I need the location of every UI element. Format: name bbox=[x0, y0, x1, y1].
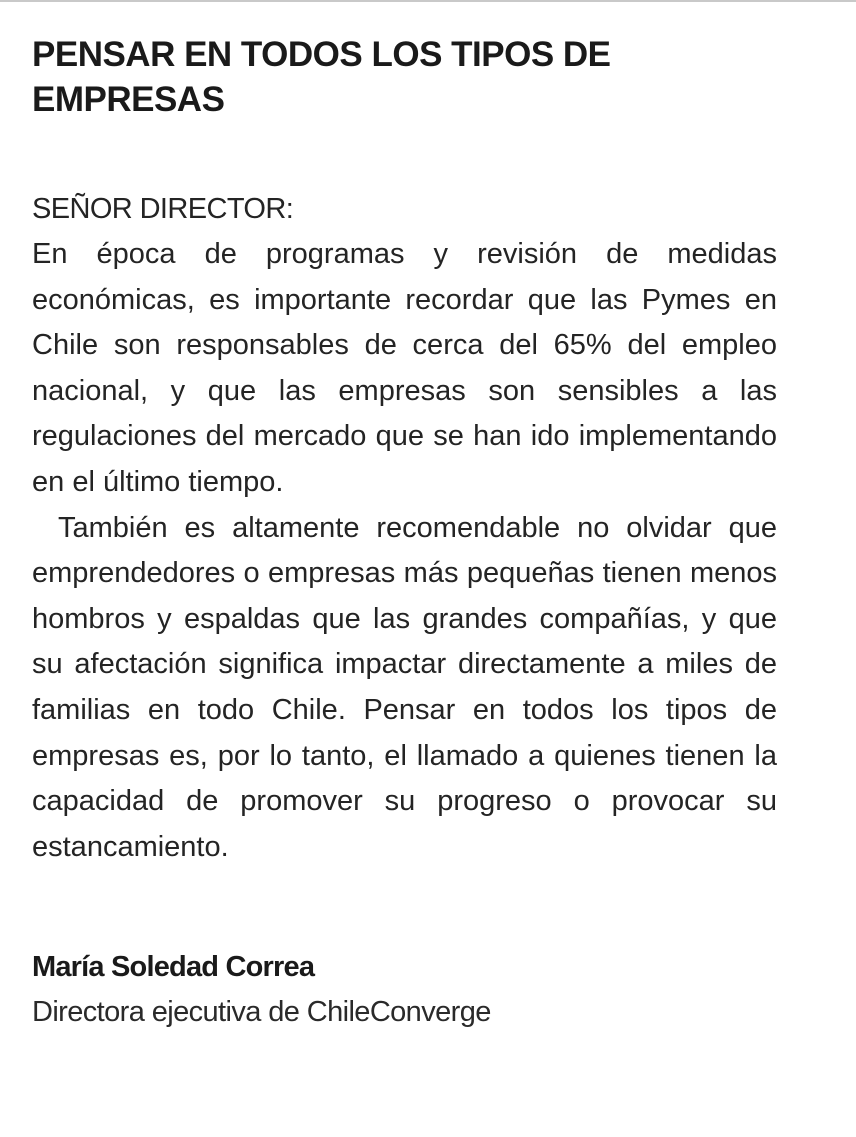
letter-headline: PENSAR EN TODOS LOS TIPOS DE EMPRESAS bbox=[32, 35, 611, 119]
letter-to-editor bbox=[32, 32, 777, 1035]
body-paragraph-2: También es altamente recomendable no olvidar que emprendedores o empresas más pequeñas tienen menos hombros y espaldas que las grandes compañías, y que su afectación significa impactar directamente a miles de familias en todo Chile. Pensar en todos los tipos de empresas es, por lo tanto, el llamado a quienes tienen la capacidad de promover su progreso o provocar su estancamiento. bbox=[32, 511, 777, 863]
letter-body bbox=[32, 232, 777, 870]
body-paragraph-1: En época de programas y revisión de medidas económicas, es importante recordar que las Pymes en Chile son responsables de cerca del 65% del empleo nacional, y que las empresas son sensibles a las regulaciones del mercado que se han ido implementando en el último tiempo. bbox=[32, 238, 777, 498]
signature-name: María Soledad Correa bbox=[32, 951, 315, 984]
letter-salutation: SEÑOR DIRECTOR: bbox=[32, 193, 294, 225]
signature-title: Directora ejecutiva de ChileConverge bbox=[32, 996, 491, 1029]
top-divider bbox=[0, 0, 856, 2]
